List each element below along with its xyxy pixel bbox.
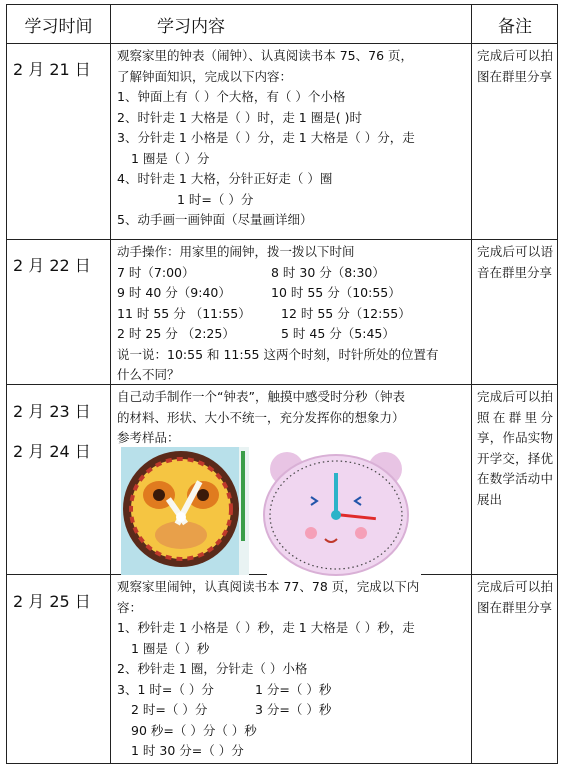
content-line: 3、分针走 1 小格是（ ）分，走 1 大格是（ ）分，走 bbox=[117, 130, 415, 145]
row-content bbox=[117, 46, 469, 231]
content-line: 1 圈是（ ）分 bbox=[131, 150, 210, 166]
row-content bbox=[117, 242, 469, 386]
content-line: 参考样品： bbox=[117, 430, 180, 445]
conversion-item: 2 时=（ ）分 bbox=[131, 702, 208, 717]
content-line bbox=[117, 680, 469, 701]
content-line: 说一说：10:55 和 11:55 这两个时刻，时针所处的位置有 bbox=[117, 346, 439, 362]
row-date: 2 月 21 日 bbox=[13, 60, 91, 79]
content-line: 2、秒针走 1 圈，分针走（ ）小格 bbox=[117, 661, 308, 676]
row-note: 完成后可以拍图在群里分享 bbox=[477, 579, 553, 615]
time-item: 12 时 55 分（12:55） bbox=[281, 305, 411, 321]
content-line: 观察家里闹钟，认真阅读书本 77、78 页，完成以下内 bbox=[117, 579, 420, 594]
time-item: 8 时 30 分（8:30） bbox=[271, 264, 385, 280]
content-line: 1、秒针走 1 小格是（ ）秒，走 1 大格是（ ）秒，走 bbox=[117, 620, 415, 635]
content-line: 容： bbox=[117, 599, 143, 615]
content-line: 4、时针走 1 大格，分针正好走（ ）圈 bbox=[117, 171, 333, 186]
row-date: 2 月 23 日 bbox=[13, 402, 91, 421]
content-line: 观察家里的钟表（闹钟）、认真阅读书本 75、76 页， bbox=[117, 48, 414, 63]
time-item: 10 时 55 分（10:55） bbox=[271, 285, 401, 300]
row-content bbox=[117, 577, 469, 762]
content-line: 动手操作：用家里的闹钟，拨一拨以下时间 bbox=[117, 244, 355, 259]
header-content: 学习内容 bbox=[157, 16, 225, 37]
time-item: 2 时 25 分 （2:25） bbox=[117, 326, 235, 341]
sample-pictures bbox=[121, 447, 421, 577]
header-time: 学习时间 bbox=[24, 16, 93, 37]
row-divider bbox=[7, 239, 557, 240]
content-line: 什么不同？ bbox=[117, 367, 180, 382]
time-item: 9 时 40 分（9:40） bbox=[117, 285, 231, 300]
content-line: 2、时针走 1 大格是（ ）时，走 1 圈是( )时 bbox=[117, 109, 362, 125]
content-line: 的材料、形状、大小不统一，充分发挥你的想象力） bbox=[117, 409, 405, 425]
sample-clocks-illustration bbox=[121, 447, 421, 577]
content-line: 1、钟面上有（ ）个大格，有（ ）个小格 bbox=[117, 89, 346, 104]
time-item: 11 时 55 分 （11:55） bbox=[117, 305, 251, 321]
content-line: 1 圈是（ ）秒 bbox=[131, 640, 210, 656]
content-line: 5、动手画一画钟面（尽量画详细） bbox=[117, 212, 313, 227]
content-line bbox=[117, 304, 469, 325]
time-item: 5 时 45 分（5:45） bbox=[281, 326, 395, 341]
col-divider bbox=[471, 5, 472, 763]
row-note: 完成后可以拍照在群里分享，作品实物开学交，择优在数学活动中展出 bbox=[477, 389, 553, 507]
header-note: 备注 bbox=[498, 16, 532, 37]
col-divider bbox=[110, 5, 111, 763]
content-line bbox=[117, 283, 469, 304]
row-content bbox=[117, 387, 469, 449]
row-date: 2 月 22 日 bbox=[13, 256, 91, 275]
row-date: 2 月 24 日 bbox=[13, 442, 91, 461]
schedule-table bbox=[6, 4, 558, 764]
content-line: 1 时=（ ）分 bbox=[177, 191, 254, 207]
content-line: 了解钟面知识，完成以下内容： bbox=[117, 68, 293, 84]
time-item: 7 时（7:00） bbox=[117, 264, 195, 280]
row-note: 完成后可以拍图在群里分享 bbox=[477, 48, 553, 84]
content-line bbox=[117, 324, 469, 345]
row-divider bbox=[7, 43, 557, 44]
content-line: 自己动手制作一个“钟表”，触摸中感受时分秒（钟表 bbox=[117, 389, 405, 404]
conversion-item: 3 分=（ ）秒 bbox=[255, 702, 332, 717]
row-note: 完成后可以语音在群里分享 bbox=[477, 244, 553, 280]
content-line bbox=[117, 700, 469, 721]
content-line bbox=[117, 263, 469, 284]
conversion-item: 1 分=（ ）秒 bbox=[255, 681, 332, 697]
conversion-item: 3、1 时=（ ）分 bbox=[117, 681, 214, 697]
row-date: 2 月 25 日 bbox=[13, 592, 91, 611]
content-line: 1 时 30 分=（ ）分 bbox=[131, 743, 244, 758]
content-line: 90 秒=（ ）分（ ）秒 bbox=[131, 722, 257, 738]
